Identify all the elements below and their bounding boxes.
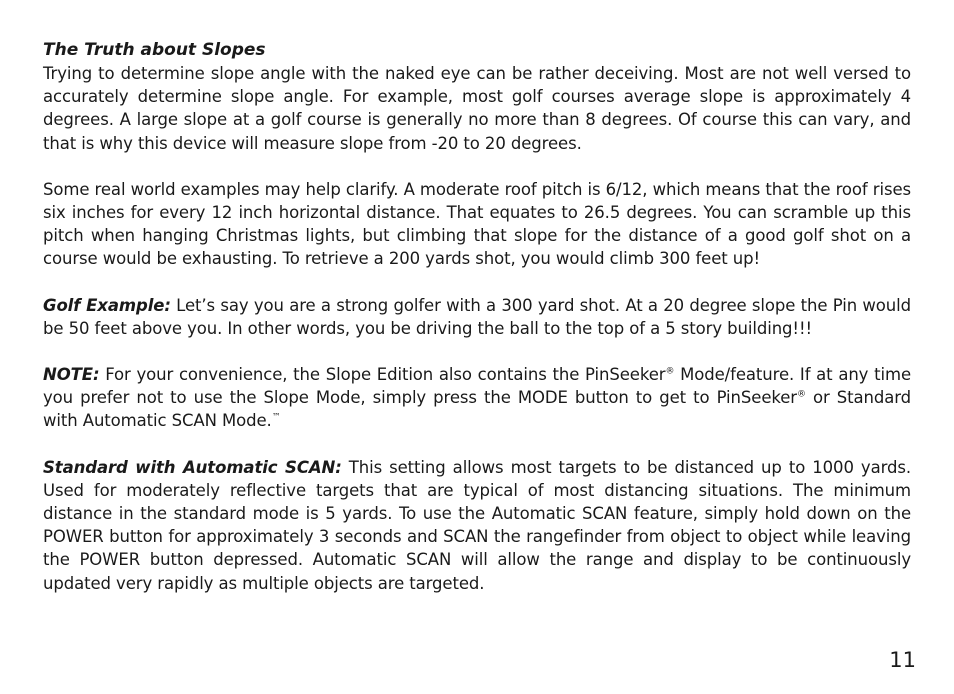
note-text-3: or Standard with Automatic SCAN Mode. bbox=[43, 388, 911, 431]
section-heading: The Truth about Slopes bbox=[43, 40, 266, 60]
note-label: NOTE: bbox=[43, 365, 100, 385]
page-number: 11 bbox=[889, 648, 916, 672]
note-text-1: For your convenience, the Slope Edition also contains the PinSeeker bbox=[99, 365, 666, 385]
intro-paragraph: Trying to determine slope angle with the naked eye can be rather deceiving. Most are not well versed to accurately determine slope angle. For example, most golf courses average slope is approximately 4 degrees. A large slope at a golf course is generally no more than 8 degrees. Of course this can vary, and that is why this device will measure slope from -20 to 20 degrees. bbox=[43, 64, 911, 153]
golf-example-paragraph bbox=[43, 294, 911, 340]
registered-mark: ® bbox=[796, 389, 806, 400]
trademark-mark: ™ bbox=[271, 412, 281, 423]
golf-example-label: Golf Example: bbox=[43, 295, 171, 315]
standard-scan-paragraph bbox=[43, 456, 911, 595]
page-content bbox=[43, 39, 911, 618]
note-text-2: Mode/feature. If at any time you prefer not to use the Slope Mode, simply press the MODE button to get to PinSeeker bbox=[43, 365, 911, 408]
examples-paragraph: Some real world examples may help clarify. A moderate roof pitch is 6/12, which means that the roof rises six inches for every 12 inch horizontal distance. That equates to 26.5 degrees. You can scramble up this pitch when hanging Christmas lights, but climbing that slope for the distance of a good golf shot on a course would be exhausting. To retrieve a 200 yards shot, you would climb 300 feet up! bbox=[43, 179, 911, 269]
standard-scan-label: Standard with Automatic SCAN: bbox=[43, 457, 342, 477]
registered-mark: ® bbox=[665, 366, 675, 377]
golf-example-text: Let’s say you are a strong golfer with a 300 yard shot. At a 20 degree slope the Pin would be 50 feet above you. In other words, you be driving the ball to the top of a 5 story building!!! bbox=[43, 295, 911, 338]
note-paragraph bbox=[43, 363, 911, 433]
standard-scan-text: This setting allows most targets to be distanced up to 1000 yards. Used for moderately reflective targets that are typical of most distancing situations. The minimum distance in the standard mode is 5 yards. To use the Automatic SCAN feature, simply hold down on the POWER button for approximately 3 seconds and SCAN the rangefinder from object to object while leaving the POWER button depressed. Automatic SCAN will allow the range and display to be continuously updated very rapidly as multiple objects are targeted. bbox=[43, 457, 911, 593]
